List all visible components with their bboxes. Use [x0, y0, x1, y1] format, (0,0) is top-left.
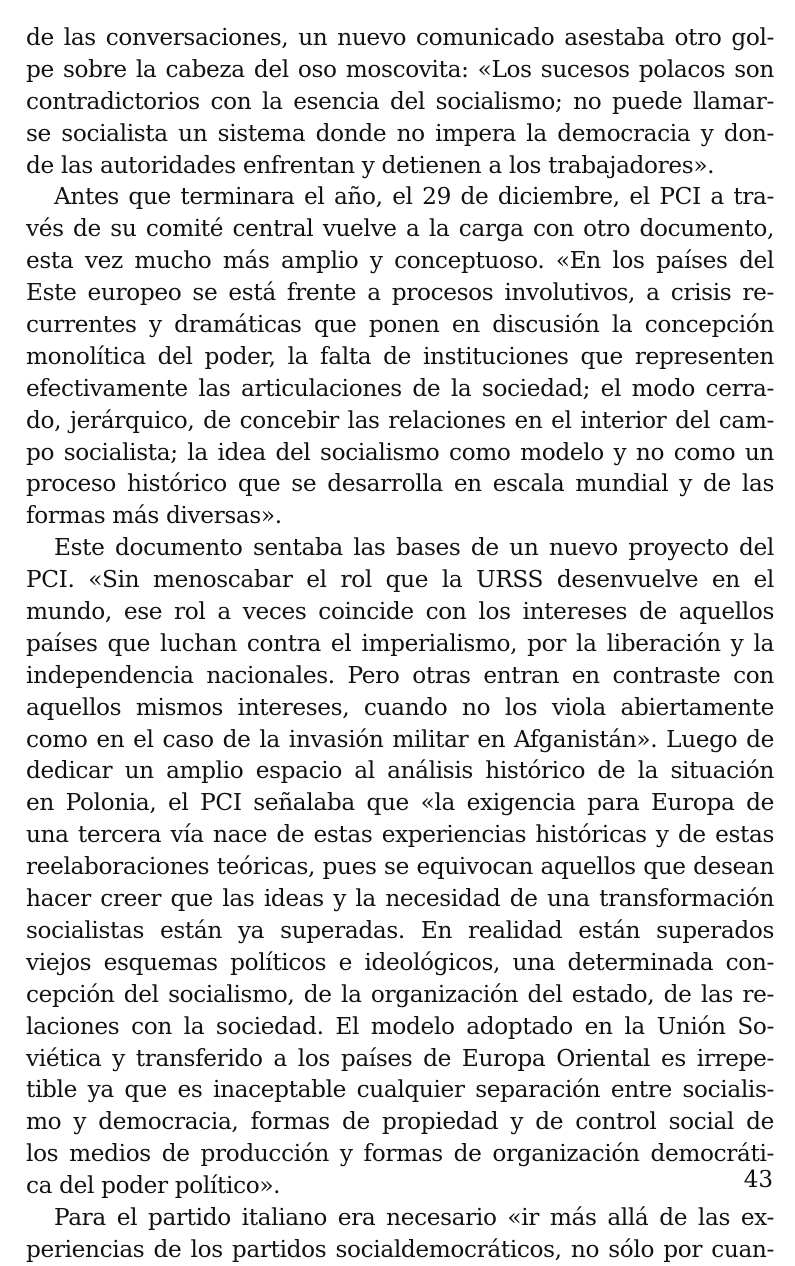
- text-line: se socialista un sistema donde no impera la democracia y don-: [26, 119, 774, 147]
- page-number: 43: [743, 1167, 773, 1193]
- text-line: formas más diversas».: [26, 502, 282, 530]
- text-line: aquellos mismos intereses, cuando no los viola abiertamente: [26, 693, 774, 721]
- text-line: Este europeo se está frente a procesos involutivos, a crisis re-: [26, 279, 774, 307]
- text-line: mundo, ese rol a veces coincide con los intereses de aquellos: [26, 598, 774, 626]
- text-line: reelaboraciones teóricas, pues se equivocan aquellos que desean: [26, 853, 774, 881]
- text-line: PCI. «Sin menoscabar el rol que la URSS desenvuelve en el: [26, 566, 774, 594]
- text-line: de las autoridades enfrentan y detienen a los trabajadores».: [26, 151, 715, 179]
- text-line: como en el caso de la invasión militar en Afganistán». Luego de: [26, 725, 774, 753]
- text-line: po socialista; la idea del socialismo como modelo y no como un: [26, 438, 774, 466]
- text-line: países que luchan contra el imperialismo, por la liberación y la: [26, 629, 774, 657]
- text-line: monolítica del poder, la falta de instituciones que representen: [26, 342, 774, 370]
- paragraph-first-line: Este documento sentaba las bases de un nuevo proyecto del: [54, 534, 774, 562]
- text-line: esta vez mucho más amplio y conceptuoso. «En los países del: [26, 247, 774, 275]
- text-line: do, jerárquico, de concebir las relaciones en el interior del cam-: [26, 406, 774, 434]
- text-line: laciones con la sociedad. El modelo adoptado en la Unión So-: [26, 1012, 774, 1040]
- text-line: socialistas están ya superadas. En realidad están superados: [26, 916, 774, 944]
- text-line: contradictorios con la esencia del socialismo; no puede llamar-: [26, 87, 774, 115]
- text-line: periencias de los partidos socialdemocráticos, no sólo por cuan-: [26, 1235, 774, 1263]
- text-line: tible ya que es inaceptable cualquier separación entre socialis-: [26, 1076, 774, 1104]
- text-line: currentes y dramáticas que ponen en discusión la concepción: [26, 311, 774, 339]
- text-line: ca del poder político».: [26, 1172, 281, 1200]
- text-line: viética y transferido a los países de Europa Oriental es irrepe-: [26, 1044, 774, 1072]
- text-line: dedicar un amplio espacio al análisis histórico de la situación: [26, 757, 774, 785]
- text-line: pe sobre la cabeza del oso moscovita: «Los sucesos polacos son: [26, 55, 774, 83]
- text-line: efectivamente las articulaciones de la sociedad; el modo cerra-: [26, 374, 774, 402]
- text-line: viejos esquemas políticos e ideológicos, una determinada con-: [26, 948, 774, 976]
- paragraph-first-line: Para el partido italiano era necesario «ir más allá de las ex-: [54, 1203, 774, 1231]
- paragraph-first-line: Antes que terminara el año, el 29 de diciembre, el PCI a tra-: [54, 183, 774, 211]
- text-line: proceso histórico que se desarrolla en escala mundial y de las: [26, 470, 774, 498]
- text-line: una tercera vía nace de estas experiencias históricas y de estas: [26, 821, 774, 849]
- text-line: vés de su comité central vuelve a la carga con otro documento,: [26, 215, 774, 243]
- text-line: en Polonia, el PCI señalaba que «la exigencia para Europa de: [26, 789, 774, 817]
- text-line: hacer creer que las ideas y la necesidad de una transformación: [26, 885, 774, 913]
- text-line: cepción del socialismo, de la organización del estado, de las re-: [26, 980, 774, 1008]
- text-line: de las conversaciones, un nuevo comunicado asestaba otro gol-: [26, 24, 774, 51]
- text-line: mo y democracia, formas de propiedad y de control social de: [26, 1108, 774, 1136]
- text-line: los medios de producción y formas de organización democráti-: [26, 1140, 774, 1168]
- text-line: independencia nacionales. Pero otras entran en contraste con: [26, 661, 774, 689]
- body-text: [26, 22, 774, 1266]
